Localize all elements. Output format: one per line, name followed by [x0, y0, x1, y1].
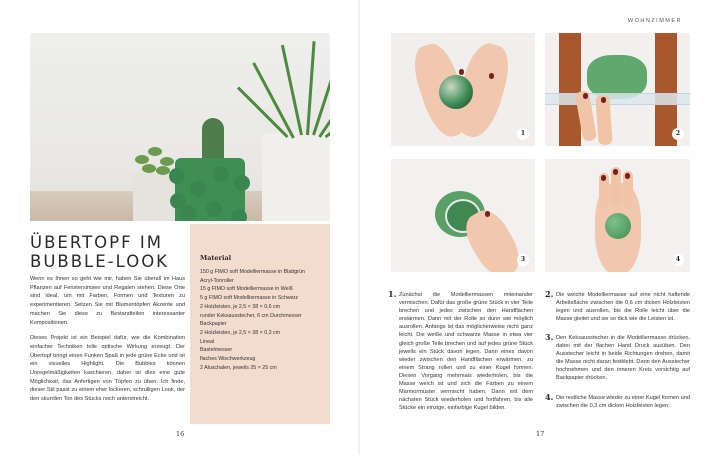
fingernail [485, 211, 490, 217]
page-title: ÜBERTOPF IM BUBBLE-LOOK [30, 233, 170, 271]
herb-leaf [160, 157, 174, 166]
herb-leaf [135, 155, 149, 164]
material-item: 2 Aluschalen, jeweils 25 × 25 cm [200, 364, 277, 371]
material-item: 5 g FIMO soft Modelliermasse in Schwarz [200, 295, 299, 302]
step-text: Den Keksausstecher in die Modelliermasse drücken, dabei mit der flachen Hand Druck ausüben. Den Ausstecher leicht in beide Richtungen drehen, damit die Masse nicht daran festklebt. Dann den Ausstecher hochnehmen und den inneren Kreis vorsichtig auf Backpapier drücken. [556, 335, 690, 382]
step-text: Zunächst die Modelliermassen miteinander vermischen. Dafür das große grüne Stück in vier Teile brechen und jedes zwischen den Handflächen erwärmen. Dann mit der Rolle so dünn wie möglich ausrollen. Anfangs ist das möglicherweise nicht ganz leicht. Die weiße und schwarze Masse in etwa vier gleich große Teile brechen und auf jedes grüne Stück jeweils ein Stück davon legen. Dann eines davon wieder zwischen den Handflächen erwärmen, zu einem Strang rollen und zu einer Kugel formen. Diesen Vorgang mehrmals wiederholen, bis die Masse weich ist und sich die Farben zu einem Marmormuster vermischt haben. Dann mit dem nächsten Stück wiederholen und fortfahren, bis alle Stücke ein einzige, einfarbige Kugel bilden. [399, 292, 533, 412]
material-item: Backpapier [200, 321, 227, 328]
fingernail [459, 69, 464, 75]
step-4 [545, 394, 690, 410]
step-number: 3. [545, 332, 554, 342]
step-2 [545, 291, 690, 323]
material-item: Lineal [200, 338, 215, 345]
step-number: 1. [388, 289, 397, 299]
white-pot [262, 133, 330, 221]
bubble [234, 175, 250, 191]
bubble [169, 168, 185, 184]
herb-leaf [142, 164, 156, 173]
photo-label: 3 [517, 254, 529, 266]
photo-label: 4 [672, 254, 684, 266]
marbled-ball [439, 75, 473, 109]
material-item: Bastelmesser [200, 347, 233, 354]
material-item: runder Keksausstecher, 6 cm Durchmesser [200, 312, 302, 319]
fingernail [613, 169, 618, 175]
page-number-right: 17 [536, 430, 545, 438]
fingernail [489, 73, 494, 79]
step-photo-3 [391, 159, 535, 272]
bubble [231, 209, 247, 221]
step-1 [388, 291, 533, 412]
material-box [190, 224, 330, 424]
step-photo-2 [545, 33, 690, 146]
fingernail [601, 97, 606, 103]
acrylic-roller [545, 93, 690, 105]
material-item: 2 Holzleisten, je 2,5 × 38 × 0,6 cm [200, 303, 281, 310]
material-item: 2 Holzleisten, je 2,5 × 38 × 0,3 cm [200, 329, 281, 336]
herb-leaf [156, 166, 170, 175]
step-text: Die restliche Masse wieder zu einer Kugel formen und zwischen die 0,3 cm dicken Holzleisten legen. [556, 395, 691, 410]
material-item: 15 g FIMO soft Modelliermasse in Weiß [200, 286, 293, 293]
fingernail [583, 93, 588, 99]
step-3 [545, 334, 690, 383]
herb-leaf [148, 147, 162, 156]
photo-label: 1 [517, 128, 529, 140]
intro-text [30, 275, 185, 411]
fingernail [601, 175, 606, 181]
intro-paragraph: Dieses Projekt ist ein Beispiel dafür, wie die Kombination einfacher Techniken tolle optische Wirkung erzeugt. Der Übertopf bringt einen Funken Spaß in jede grüne Ecke und ist ein visuelles Highlight. Die Bubbles können Unregelmäßigkeiten kaschieren, daher ist dies eine gute Möglichkeit, das Anfertigen von Töpfen zu üben. Ich finde, dieser Stil passt zu einem eher lockeren, schrulligen Look, der den skurrilen Ton des Stücks noch unterstreicht. [30, 335, 185, 403]
fingernail [625, 173, 630, 179]
bubble [213, 166, 229, 182]
green-ball [605, 213, 631, 239]
grass-leaf [306, 41, 316, 135]
step-number: 2. [545, 289, 554, 299]
bubble [206, 201, 222, 217]
step-text: Die weiche Modelliermasse auf eine nicht haftende Arbeitsfläche zwischen die 0,6 cm dicken Holzleisten legen und ausrollen, bis die Rolle leicht über die Masse gleitet und sie so dick wie die Leisten ist. [556, 292, 690, 323]
step-number: 4. [545, 392, 554, 402]
photo-label: 2 [672, 128, 684, 140]
section-header: WOHNZIMMER [627, 18, 682, 24]
material-item: 150 g FIMO soft Modelliermasse in Blattgrün [200, 269, 305, 275]
material-item: Acryl-Tonroller [200, 277, 234, 284]
page-number-left: 16 [176, 430, 185, 438]
step-photo-1 [391, 33, 535, 146]
intro-paragraph: Wenn es Ihnen so geht wie mir, haben Sie überall im Haus Pflanzen auf Fenstersimsen und Regalen stehen. Diese Orte sind ideal, um mit Farben, Formen und Texturen zu experimentieren. Setzen Sie mit Blumentöpfen Akzente und machen Sie diese zu Bestandteilen interessanter Kompositionen. [30, 276, 185, 326]
bubble [190, 181, 206, 197]
wooden-slat [559, 33, 581, 146]
step-photo-4 [545, 159, 690, 272]
bubble-planter-photo [30, 33, 330, 221]
bubble [170, 193, 186, 209]
material-heading: Material [200, 254, 232, 262]
material-list [200, 268, 322, 372]
material-item: flaches Wischwerkzeug [200, 356, 256, 363]
